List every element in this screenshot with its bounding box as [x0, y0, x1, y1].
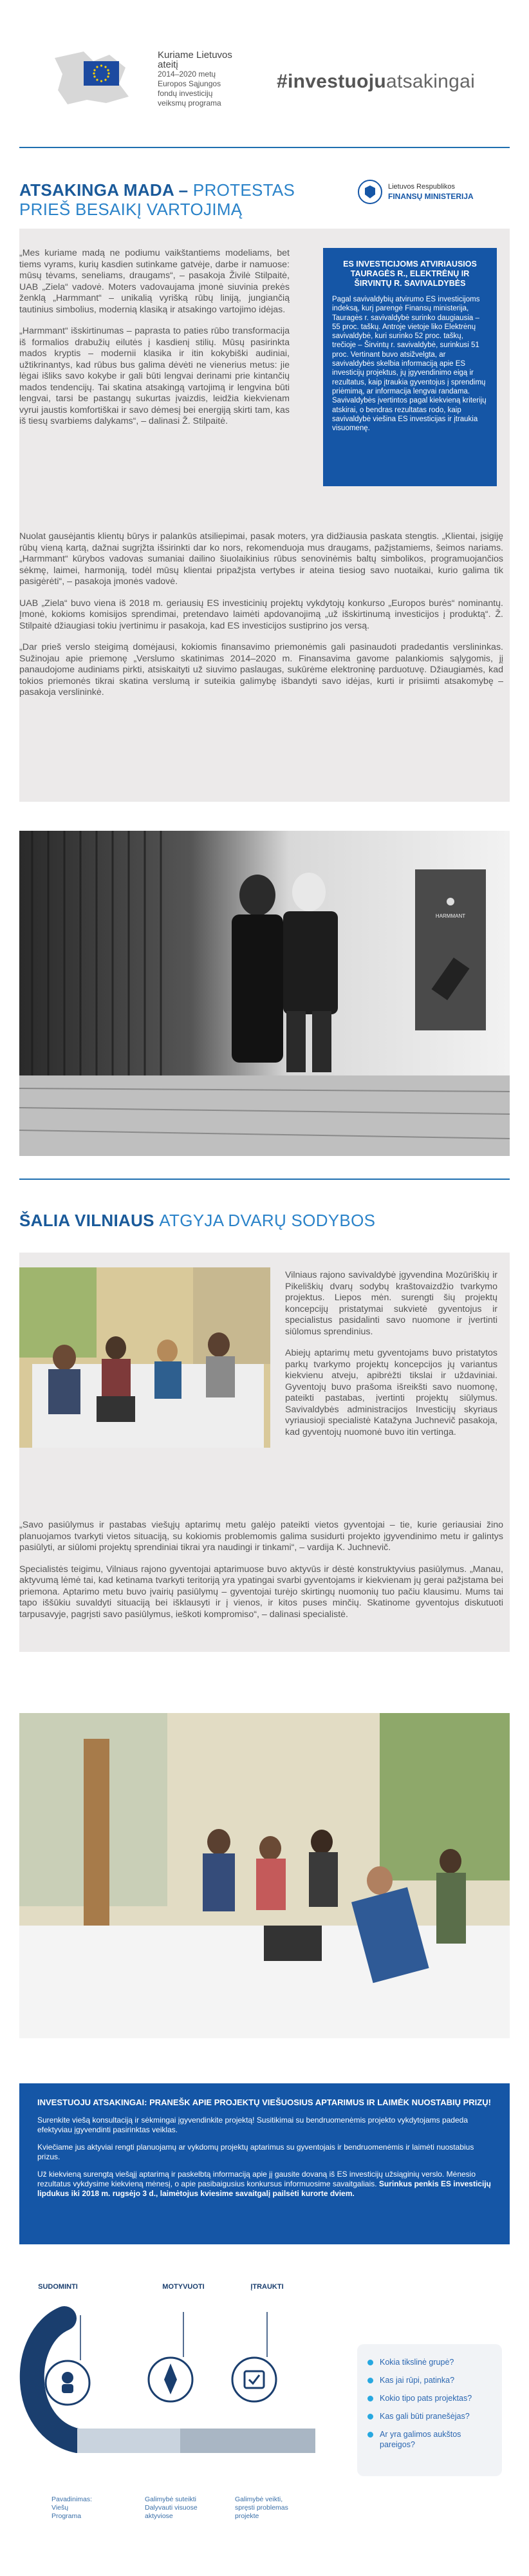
sidebox-body: Pagal savivaldybių atvirumo ES investicijoms indeksą, kurį parengė Finansų ministerija, Tauragės r. savivaldybė surinko daugiausia – 55 proc. taškų. Antroje vietoje liko Elektrėnų savivaldybė, kuri surinko 52 proc. taškų, trečioje – Širvintų r. savivaldybė, surinkusi 51 proc. Vertinant buvo atsižvelgta, ar savivaldybės skelbia informaciją apie ES investicijų projektus, jų įgyvendinimo eigą ir rezultatus, kaip įtraukia gyventojus į sprendimų priėmimą, ar informacija lengvai randama. Savivaldybės įvertintos pagal kiekvieną kriterijų atskirai, o bendras rezultatas rodo, kaip savivaldybė viešina ES investicijas ir įtraukia visuomenę. — [332, 296, 487, 433]
meeting-photo-2 — [19, 1713, 510, 2038]
program-title: Kuriame Lietuvos ateitį — [158, 50, 232, 70]
step-caption-line: Pavadinimas: — [51, 2496, 93, 2503]
campaign-hashtag — [277, 71, 475, 93]
step-label: ĮTRAUKTI — [250, 2283, 284, 2291]
article-body-wide — [19, 531, 503, 709]
question-text: Kas jai rūpi, patinka? — [380, 2376, 455, 2385]
step-caption-line: aktyviose — [145, 2512, 173, 2520]
article-paragraph: „Mes kuriame madą ne podiumu vaikštantiems modeliams, bet tiems vyrams, kurių kasdien sutinkame gatvėje, darbe ir namuose: mūsų tėvams, seneliams, draugams“, – pasakoja Živilė Stilpaitė, UAB „Ziela“ vadovė. Moters vadovaujama įmonė siuvinia prekės ženklą „Harmmant“ – unikalią vyrišką rūbų liniją, jungiančią tautinius simbolius, modernią klasiką ir atsakingo vartojimo idėjas. — [19, 248, 290, 315]
bullet-icon — [367, 2360, 373, 2365]
article-paragraph: Abiejų aptarimų metu gyventojams buvo pristatytos parkų tvarkymo projektų koncepcijos jų variantus kiekvienu atveju, apibrėžti tikslai ir uždaviniai. Gyventojų buvo prašoma išreikšti savo nuomonę, pateikti pastabas, įvertinti projektų siūlymus. Savivaldybės administracijos Investicijų skyriaus vyriausioji specialistė Katažyna Juchnevič pasakoja, kad gyventojų nuomonė buvo itin vertinga. — [285, 1348, 497, 1437]
program-sub-line: 2014–2020 metų — [158, 70, 216, 79]
step-caption — [235, 2496, 312, 2521]
section2-title-bold: ŠALIA VILNIAUS — [19, 1211, 154, 1230]
cta-paragraph — [37, 2170, 492, 2199]
questions-list — [357, 2344, 502, 2476]
step-caption-line: Dalyvauti visuose — [145, 2504, 198, 2512]
bullet-icon — [367, 2396, 373, 2401]
step-caption — [51, 2496, 122, 2521]
ministry-logo — [357, 179, 505, 208]
divider — [19, 1179, 510, 1180]
article-body-right — [285, 1270, 497, 1448]
step-label: MOTYVUOTI — [162, 2283, 205, 2291]
step-caption-line: Galimybė suteikti — [145, 2496, 196, 2503]
question-item — [367, 2357, 492, 2367]
hashtag-bold: #investuoju — [277, 71, 386, 92]
program-sub-line: Europos Sąjungos — [158, 79, 221, 88]
article-paragraph: Specialistės teigimu, Vilniaus rajono gyventojai aptarimuose buvo aktyvūs ir dėstė konstruktyvius pasiūlymus. „Manau, aktyvumą lėmė tai, kad ketinama tvarkyti teritoriją yra ypatingai svarbi gyventojams ir kiekvienam jų gerai pažįstama bei priemona. Aptarimo metu buvo įvairių pasiūlymų – gyventojai turėjo skirtingų nuomonių tuo pačiu klausimu. Mums tai tapo iššūkiu suvaldyti situaciją bei išklausyti ir į vienos, ir kitos puses minčių. Skatinome gyventojus diskutuoti tarpusavyje, pagrįsti savo pasiūlymus, ieškoti kompromiso“, – dalinasi specialistė. — [19, 1564, 503, 1620]
divider — [19, 147, 510, 148]
step-caption-line: projekte — [235, 2512, 259, 2520]
question-text: Kas gali būti pranešėjas? — [380, 2412, 470, 2421]
section1-title — [19, 180, 296, 219]
section1-title-light: PROTESTAS PRIEŠ BESAIKĮ VARTOJIMĄ — [19, 180, 295, 219]
step-label: SUDOMINTI — [38, 2283, 78, 2291]
step-caption-line: spręsti problemas — [235, 2504, 288, 2512]
question-item — [367, 2429, 492, 2450]
question-text: Ar yra galimos aukštos pareigos? — [380, 2430, 461, 2449]
bullet-icon — [367, 2432, 373, 2438]
article-paragraph: UAB „Ziela“ buvo viena iš 2018 m. geriausių ES investicinių projektų vykdytojų konkurso „Europos burės“ nominantų. Įmonė, kokioms komisijos sprendimai, pretendavo laimėti apdovanojimą „už išskirtinumą investicijos į produktą“. Ž. Stilpaitė džiaugiasi tokiu įvertinimu ir pasakoja, kad ES investicijos sustiprino jos versą. — [19, 598, 503, 631]
cta-text: Už kiekvieną surengtą viešąjį aptarimą ir paskelbtą informaciją apie jį gausite dovaną iš ES investicijų užsiąginių verslo. Mėnesio rezultatus vykdysime kiekvieną mėnesį, o apie pasibaigusius konkursus informuosime savaitgaliais. — [37, 2170, 476, 2188]
program-title-block — [158, 50, 254, 108]
question-item — [367, 2375, 492, 2385]
article-paragraph: Vilniaus rajono savivaldybė įgyvendina Mozūriškių ir Pikeliškių dvarų sodybų kraštovaizdžio tvarkymo projektus. Liepos mėn. surengti šių projektų koncepcijų pristatymai sukvietė gyventojus ir specialistus pasidalinti savo nuomone ir įvertinti siūlomus sprendinius. — [285, 1270, 497, 1337]
ministry-name-bold: FINANSŲ MINISTERIJA — [388, 192, 474, 201]
bullet-icon — [367, 2414, 373, 2420]
svg-text:HARMMANT: HARMMANT — [435, 913, 466, 919]
article-paragraph: „Harmmant“ išskirtinumas – paprasta to paties rūbo transformacija iš formalios drabužių eilutės į kasdienį stilių. Mūsų pasirinkta mados kryptis – modernii klasika ir itin kokybiški audiniai, užtikrinantys, kad rūbus bus galima dėvėti ne vienerius metus: jie lėgai išliks savo kokybe ir gali būti lengvai derinami prie kintančių mados tendencijų. Tai skatina atsakingą vartojimą ir lengvina būti lengvai, tarsi be pastangų sukurtas įvaizdis, leidžia kiekvienam vyrui jaustis komfortiškai ir savo dėmesį bei energiją skirti tam, kas iš tiesų svarbiems dalykams“, – dalinasi Ž. Stilpaitė. — [19, 326, 290, 426]
ministry-name: Lietuvos Respublikos — [388, 183, 455, 191]
question-text: Kokia tikslinė grupė? — [380, 2358, 454, 2367]
hashtag-light: atsakingai — [386, 71, 476, 92]
eu-funds-logo — [48, 45, 151, 109]
ministry-emblem-icon — [357, 179, 383, 205]
section2-title — [19, 1211, 510, 1230]
section1-title-bold: ATSAKINGA MADA – — [19, 180, 189, 200]
section2-title-light: ATGYJA DVARŲ SODYBOS — [159, 1211, 376, 1230]
question-item — [367, 2393, 492, 2403]
question-item — [367, 2411, 492, 2421]
question-text: Kokio tipo pats projektas? — [380, 2394, 472, 2403]
cta-text-bold: Surinkus penkis ES investicijų lipdukus iki 2018 m. rugsėjo 3 d., laimėtojus kviesime savaitgalį pailsėti kurorte dviem. — [37, 2179, 491, 2198]
step-caption — [145, 2496, 222, 2521]
engagement-steps-diagram — [19, 2299, 335, 2479]
step-caption-line: Galimybė veikti, — [235, 2496, 283, 2503]
cta-paragraph: Kviečiame jus aktyviai rengti planuojamų ar vykdomų projektų aptarimus su gyventojais ir bendruomenėmis ir laimėti nuostabius prizus. — [37, 2143, 474, 2161]
step-caption-line: Programa — [51, 2512, 82, 2520]
program-sub-line: veiksmų programa — [158, 99, 221, 108]
step-caption-line: Viešų — [51, 2504, 69, 2512]
fashion-photo — [19, 831, 510, 1156]
article-paragraph: „Dar prieš verslo steigimą domėjausi, kokiomis finansavimo priemonėmis gali pasinaudoti pradedantis verslininkas. Sužinojau apie priemonę „Verslumo skatinimas 2014–2020 m. Finansavima gavome palankiomis sąlygomis, jį panaudojome audiniams pirkti, atsiskaityti už siuvimo paslaugas, sukūrėme elektroninę parduotuvę. Džiaugiamės, kad tokios priemonės tikrai skatina verslumą ir suteikia galimybę išbandyti savo idėjas, kurti ir prisiimti atsakomybę – pasakoja verslininkė. — [19, 642, 503, 697]
article-paragraph: „Savo pasiūlymus ir pastabas viešųjų aptarimų metu galėjo pateikti vietos gyventojai – tie, kurie geriausiai žino planuojamos tvarkyti vietos situaciją, su kokiomis problemomis galima susidurti projekto įgyvendinimo metu ir galintys pasiūlyti, ar siūlomi projektų sprendiniai tikrai yra naudingi ir tinkami“, – vardija K. Juchnevič. — [19, 1520, 503, 1553]
article-body-narrow — [19, 248, 290, 438]
article-body-wide — [19, 1520, 503, 1631]
meeting-photo-1 — [19, 1267, 270, 1448]
info-sidebox — [323, 248, 497, 486]
cta-title: INVESTUOJU ATSAKINGAI: PRANEŠK APIE PROJEKTŲ VIEŠUOSIUS APTARIMUS IR LAIMĖK NUOSTABIŲ PRIZŲ! — [37, 2098, 491, 2107]
cta-paragraph: Surenkite viešą konsultaciją ir sėkmingai įgyvendinkite projektą! Susitikimai su bendruomenėmis projekto vykdytojams padeda efektyviau įgyvendinti pasirinktas veiklas. — [37, 2116, 468, 2134]
article-paragraph: Nuolat gausėjantis klientų būrys ir palankūs atsiliepimai, pasak moters, yra didžiausia paskata stengtis. „Klientai, įsigiję rūbų vieną kartą, dažnai sugrįžta išsirinkti dar ko nors, rekomenduoja mus draugams, pažįstamiems, šeimos nariams. „Harmmant“ kūrybos vadovas sumaniai dailino šiuolaikinius rūbus senovinėmis baltų simbolikos, programuojančios sėkmę, laimei, harmoniją, todėl mūsų klientai pripažįsta vertybes ir ateina tiesiog savo nuotaikai, kurio galima tik pasigėrėti“, – pasakoja įmonės vadovė. — [19, 531, 503, 587]
cta-banner — [19, 2083, 510, 2244]
bullet-icon — [367, 2378, 373, 2383]
sidebox-title: ES INVESTICIJOMS ATVIRIAUSIOS TAURAGĖS R., ELEKTRĖNŲ IR ŠIRVINTŲ R. SAVIVALDYBĖS — [343, 260, 477, 288]
program-sub-line: fondų investicijų — [158, 89, 213, 98]
